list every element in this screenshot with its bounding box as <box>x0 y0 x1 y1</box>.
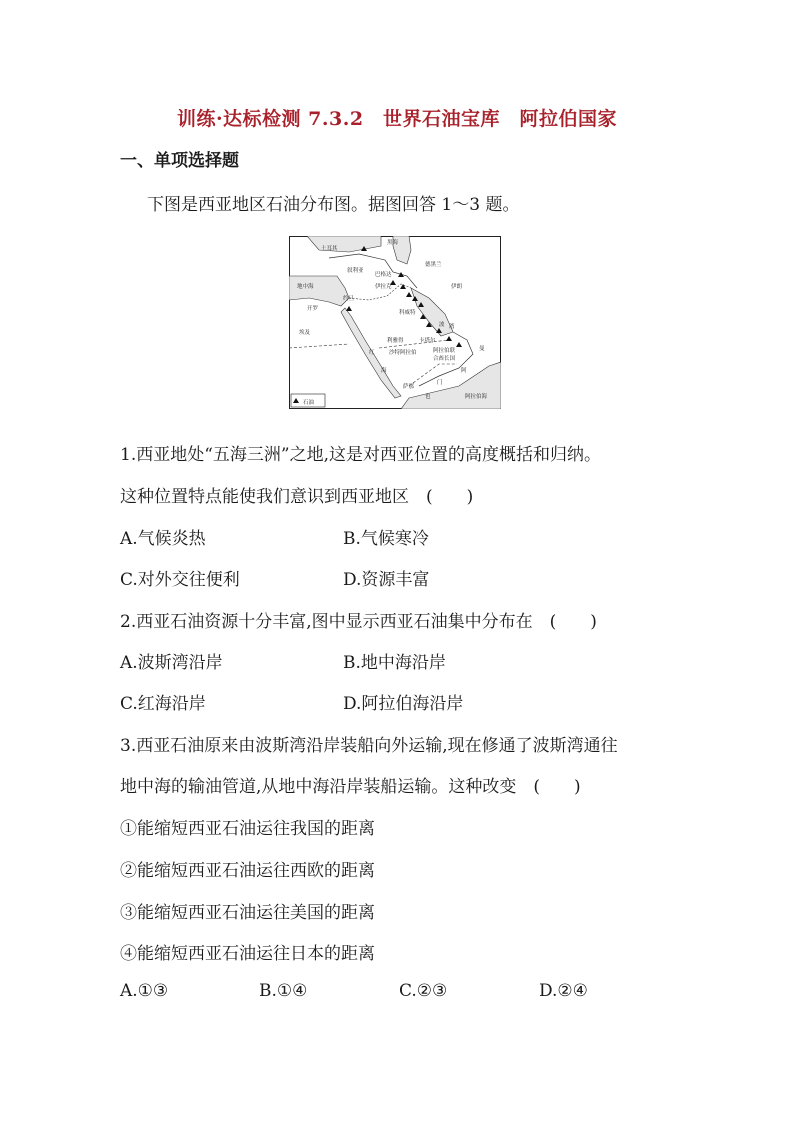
q1-line-1: 1.西亚地处“五海三洲”之地,这是对西亚位置的高度概括和归纳。 <box>120 445 602 465</box>
q2-option-d: D.阿拉伯海沿岸 <box>343 694 464 714</box>
q2-line-1: 2.西亚石油资源十分丰富,图中显示西亚石油集中分布在 ( ) <box>120 612 597 632</box>
west-asia-oil-map <box>289 236 501 409</box>
label-yemen-2: 门 <box>437 380 443 386</box>
q1-option-b: B.气候寒冷 <box>343 529 429 549</box>
q2-option-b: B.地中海沿岸 <box>343 653 446 673</box>
label-gulf-1: 波 <box>439 322 445 328</box>
label-arabian-sea: 阿拉伯海 <box>465 394 488 400</box>
label-turkey: 土耳其 <box>321 246 338 252</box>
label-oman-2: 曼 <box>479 346 485 352</box>
label-tehran: 德黑兰 <box>425 262 442 268</box>
intro-text: 下图是西亚地区石油分布图。据图回答 1～3 题。 <box>147 195 520 215</box>
q1-option-d: D.资源丰富 <box>343 570 430 590</box>
q3-statement-4: ④能缩短西亚石油运往日本的距离 <box>120 944 375 964</box>
section-heading: 一、单项选择题 <box>120 151 239 171</box>
label-oman-1: 阿 <box>461 368 467 374</box>
q3-option-d: D.②④ <box>539 981 588 1001</box>
q3-option-a: A.①③ <box>120 981 169 1001</box>
label-uae-1: 阿拉伯联 <box>433 348 456 354</box>
label-baghdad: 巴格达 <box>375 272 392 278</box>
q3-option-c: C.②③ <box>399 981 448 1001</box>
q3-statement-3: ③能缩短西亚石油运往美国的距离 <box>120 903 375 923</box>
q1-option-c: C.对外交往便利 <box>120 570 240 590</box>
label-black-sea: 黑海 <box>387 240 399 246</box>
q2-option-c: C.红海沿岸 <box>120 694 206 714</box>
label-qatar: 卡塔尔 <box>419 338 436 344</box>
label-red-sea-2: 海 <box>381 368 387 374</box>
label-cairo: 开罗 <box>307 306 319 312</box>
label-kuwait: 科威特 <box>399 310 416 316</box>
q3-statement-2: ②能缩短西亚石油运往西欧的距离 <box>120 861 375 881</box>
q3-statement-1: ①能缩短西亚石油运往我国的距离 <box>120 819 375 839</box>
label-iran: 伊朗 <box>451 284 463 290</box>
label-sanaa: 萨那 <box>403 384 415 390</box>
q1-option-a: A.气候炎热 <box>120 529 206 549</box>
label-gulf-2: 湾 <box>449 324 455 330</box>
legend-oil: 石油 <box>303 400 315 406</box>
q2-option-a: A.波斯湾沿岸 <box>120 653 223 673</box>
label-saudi: 沙特阿拉伯 <box>389 350 417 356</box>
label-syria: 叙利亚 <box>347 268 364 274</box>
label-iraq: 伊拉克 <box>375 284 392 290</box>
q3-line-1: 3.西亚石油原来由波斯湾沿岸装船向外运输,现在修通了波斯湾通往 <box>120 736 618 756</box>
page-title: 训练·达标检测 7.3.2 世界石油宝库 阿拉伯国家 <box>176 108 618 130</box>
label-yemen-1: 也 <box>425 394 431 400</box>
label-red-sea-1: 红 <box>369 350 375 356</box>
label-jordan: 约旦 <box>343 296 355 302</box>
q3-option-b: B.①④ <box>259 981 308 1001</box>
q3-line-2: 地中海的输油管道,从地中海沿岸装船运输。这种改变 ( ) <box>120 777 581 797</box>
q1-line-2: 这种位置特点能使我们意识到西亚地区 ( ) <box>120 487 474 507</box>
label-riyadh: 利雅得 <box>387 338 404 344</box>
label-uae-2: 合酋长国 <box>433 356 456 362</box>
label-mediterranean: 地中海 <box>297 284 314 290</box>
label-egypt: 埃及 <box>299 330 311 336</box>
